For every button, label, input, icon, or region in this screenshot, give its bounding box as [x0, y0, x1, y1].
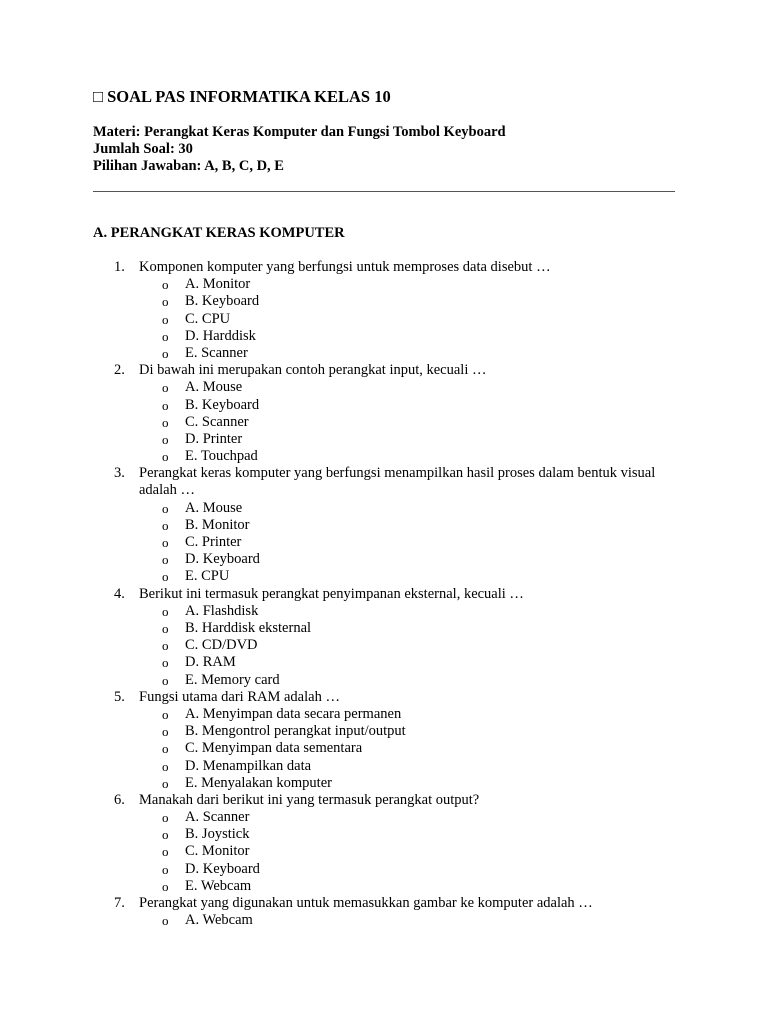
option-bullet: o	[162, 500, 169, 516]
option-bullet: o	[162, 913, 169, 929]
option-bullet: o	[162, 603, 169, 619]
answer-option	[0, 379, 768, 396]
option-bullet: o	[162, 431, 169, 447]
answer-options	[0, 603, 768, 689]
option-bullet: o	[162, 758, 169, 774]
answer-options	[0, 706, 768, 792]
answer-option	[0, 843, 768, 860]
question-number: 1.	[114, 259, 125, 275]
question-item	[0, 465, 768, 585]
option-bullet: o	[162, 810, 169, 826]
answer-options	[0, 379, 768, 465]
answer-option	[0, 654, 768, 671]
option-bullet: o	[162, 706, 169, 722]
question-item	[0, 895, 768, 929]
section-heading: A. PERANGKAT KERAS KOMPUTER	[93, 225, 345, 241]
answer-option	[0, 328, 768, 345]
option-text: D. Keyboard	[185, 860, 260, 877]
question-number: 3.	[114, 465, 125, 482]
answer-option	[0, 276, 768, 293]
option-text: C. Menyimpan data sementara	[185, 740, 363, 757]
option-bullet: o	[162, 535, 169, 551]
option-bullet: o	[162, 380, 169, 396]
answer-option	[0, 775, 768, 792]
question-number: 4.	[114, 585, 125, 602]
answer-option	[0, 431, 768, 448]
option-text: A. Flashdisk	[185, 602, 259, 619]
meta-pilihan-jawaban: Pilihan Jawaban: A, B, C, D, E	[93, 158, 284, 174]
option-text: D. Keyboard	[185, 551, 260, 568]
answer-option	[0, 809, 768, 826]
option-text: A. Menyimpan data secara permanen	[185, 705, 402, 722]
meta-materi: Materi: Perangkat Keras Komputer dan Fungsi Tombol Keyboard	[93, 124, 506, 140]
answer-option	[0, 758, 768, 775]
answer-option	[0, 517, 768, 534]
answer-option	[0, 672, 768, 689]
question-number: 6.	[114, 791, 125, 808]
option-text: D. Menampilkan data	[185, 757, 312, 774]
option-bullet: o	[162, 672, 169, 688]
option-text: E. Scanner	[185, 344, 248, 361]
question-text: Komponen komputer yang berfungsi untuk memproses data disebut …	[139, 259, 551, 275]
option-text: D. Harddisk	[185, 327, 256, 344]
question-item	[0, 362, 768, 465]
horizontal-divider	[93, 191, 675, 192]
option-text: B. Harddisk eksternal	[185, 620, 312, 637]
answer-option	[0, 826, 768, 843]
option-text: B. Monitor	[185, 516, 250, 533]
option-text: A. Mouse	[185, 379, 243, 396]
answer-options	[0, 912, 768, 929]
answer-options	[0, 276, 768, 362]
question-list	[0, 259, 768, 929]
answer-option	[0, 345, 768, 362]
answer-option	[0, 311, 768, 328]
answer-option	[0, 293, 768, 310]
option-text: A. Scanner	[185, 809, 250, 826]
option-text: B. Keyboard	[185, 396, 260, 413]
question-number: 2.	[114, 362, 125, 379]
option-text: B. Joystick	[185, 826, 250, 843]
answer-option	[0, 448, 768, 465]
option-bullet: o	[162, 345, 169, 361]
question-item	[0, 586, 768, 689]
option-bullet: o	[162, 294, 169, 310]
answer-option	[0, 568, 768, 585]
option-text: A. Webcam	[185, 912, 253, 929]
question-number: 5.	[114, 688, 125, 705]
option-bullet: o	[162, 775, 169, 791]
option-bullet: o	[162, 827, 169, 843]
answer-option	[0, 723, 768, 740]
answer-option	[0, 861, 768, 878]
question-text: Di bawah ini merupakan contoh perangkat input, kecuali …	[139, 362, 487, 379]
answer-options	[0, 809, 768, 895]
option-text: C. CPU	[185, 310, 231, 327]
option-bullet: o	[162, 724, 169, 740]
answer-option	[0, 878, 768, 895]
option-bullet: o	[162, 878, 169, 894]
answer-option	[0, 603, 768, 620]
option-text: E. Menyalakan komputer	[185, 774, 332, 791]
option-bullet: o	[162, 638, 169, 654]
question-number: 7.	[114, 895, 125, 912]
option-bullet: o	[162, 569, 169, 585]
answer-option	[0, 551, 768, 568]
option-text: E. CPU	[185, 568, 230, 585]
option-text: C. Printer	[185, 534, 242, 551]
option-bullet: o	[162, 277, 169, 293]
answer-option	[0, 740, 768, 757]
option-text: D. Printer	[185, 430, 243, 447]
option-text: D. RAM	[185, 654, 236, 671]
option-text: B. Mengontrol perangkat input/output	[185, 723, 406, 740]
meta-jumlah-soal: Jumlah Soal: 30	[93, 141, 193, 157]
option-bullet: o	[162, 844, 169, 860]
option-bullet: o	[162, 861, 169, 877]
option-text: C. Monitor	[185, 843, 250, 860]
question-text: Manakah dari berikut ini yang termasuk perangkat output?	[139, 791, 480, 808]
answer-option	[0, 706, 768, 723]
option-bullet: o	[162, 311, 169, 327]
question-item	[0, 792, 768, 895]
question-text: Perangkat yang digunakan untuk memasukkan gambar ke komputer adalah …	[139, 895, 593, 912]
answer-options	[0, 500, 768, 586]
option-text: C. CD/DVD	[185, 637, 258, 654]
option-bullet: o	[162, 397, 169, 413]
option-text: E. Memory card	[185, 671, 280, 688]
option-bullet: o	[162, 655, 169, 671]
option-bullet: o	[162, 449, 169, 465]
option-text: A. Mouse	[185, 499, 243, 516]
answer-option	[0, 534, 768, 551]
answer-option	[0, 620, 768, 637]
option-text: A. Monitor	[185, 276, 251, 293]
answer-option	[0, 500, 768, 517]
option-text: E. Touchpad	[185, 448, 258, 465]
question-text: Perangkat keras komputer yang berfungsi menampilkan hasil proses dalam bentuk visual adalah …	[139, 465, 656, 499]
question-text: Berikut ini termasuk perangkat penyimpanan eksternal, kecuali …	[139, 585, 524, 602]
answer-option	[0, 912, 768, 929]
option-bullet: o	[162, 621, 169, 637]
option-bullet: o	[162, 552, 169, 568]
option-bullet: o	[162, 328, 169, 344]
question-item	[0, 259, 768, 362]
option-text: C. Scanner	[185, 413, 249, 430]
answer-option	[0, 414, 768, 431]
option-bullet: o	[162, 414, 169, 430]
document-meta	[93, 124, 506, 175]
page-title: □ SOAL PAS INFORMATIKA KELAS 10	[93, 87, 391, 106]
question-text: Fungsi utama dari RAM adalah …	[139, 688, 340, 705]
question-item	[0, 689, 768, 792]
answer-option	[0, 637, 768, 654]
option-bullet: o	[162, 741, 169, 757]
answer-option	[0, 397, 768, 414]
option-text: B. Keyboard	[185, 293, 260, 310]
option-text: E. Webcam	[185, 877, 252, 894]
option-bullet: o	[162, 517, 169, 533]
